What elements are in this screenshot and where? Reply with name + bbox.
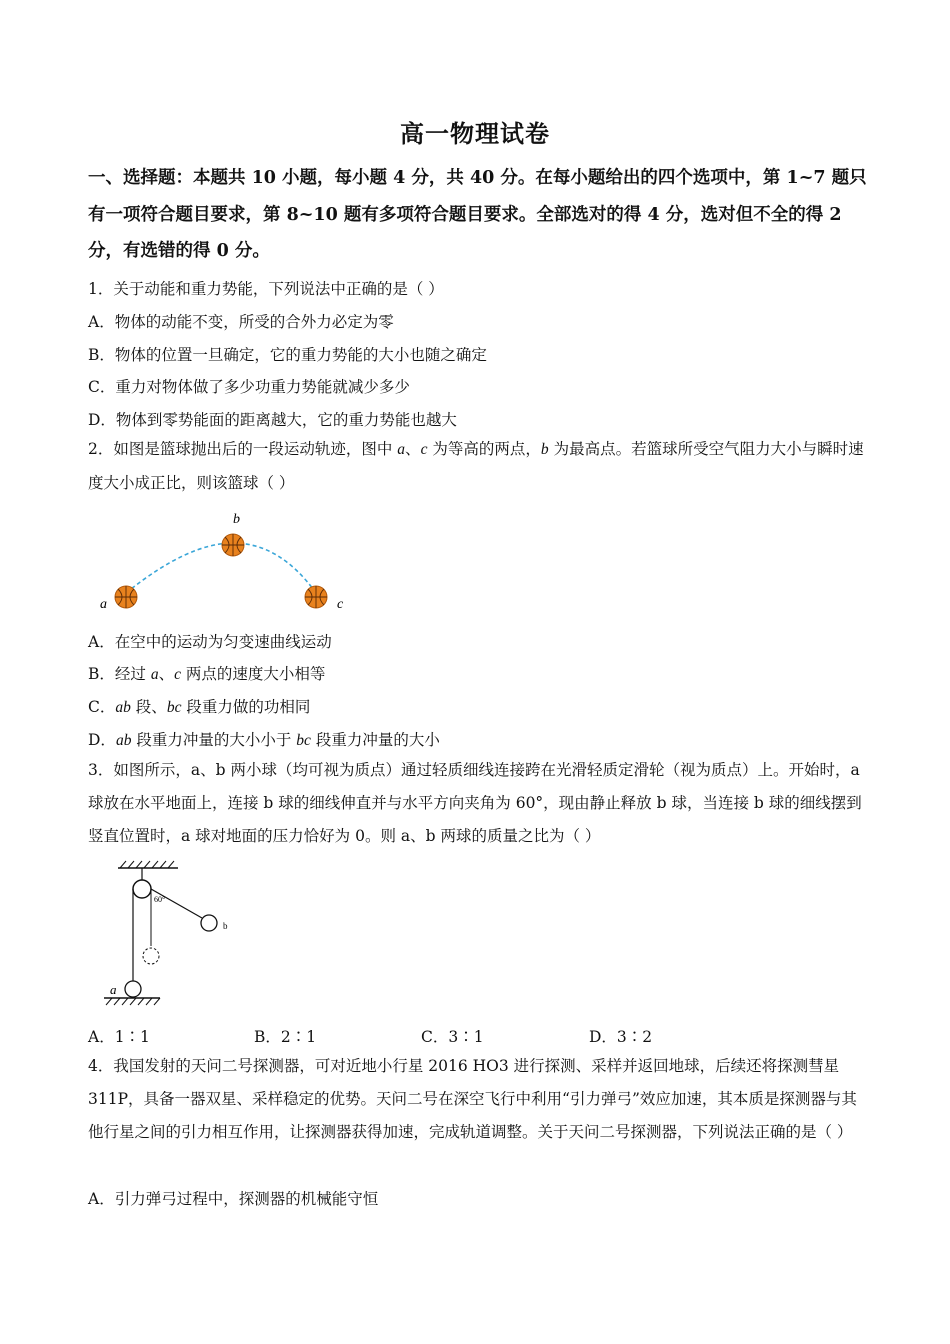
q3-stem: 3．如图所示，a、b 两小球（均可视为质点）通过轻质细线连接跨在光滑轻质定滑轮（视为质点）上。开始时，a 球放在水平地面上，连接 b 球的细线伸直并与水平方向夹角为 60°，现由静止释放 b 球，当连接 b 球的细线摆到竖直位置时，a 球对地面的压力恰好为 0。则 a、b 两球的质量之比为（ ）	[88, 761, 862, 845]
q2-basketball-figure	[88, 505, 368, 620]
q4-option-a: A．引力弹弓过程中，探测器的机械能守恒	[88, 1190, 379, 1208]
exam-title: 高一物理试卷	[400, 119, 550, 148]
angle-label: 60°	[154, 895, 166, 904]
section-1-header: 一、选择题：本题共 10 小题，每小题 4 分，共 40 分。在每小题给出的四个选项中，第 1~7 题只有一项符合题目要求，第 8~10 题有多项符合题目要求。全部选对的得 4 分，选对但不全的得 2 分，有选错的得 0 分。	[88, 168, 867, 261]
q3-option-a: A．1∶1	[88, 1028, 150, 1046]
label-c: c	[337, 597, 344, 612]
basketball-icon	[222, 534, 244, 556]
q2-option-b: B．经过 a、c 两点的速度大小相等	[88, 665, 326, 683]
q2-var-a: a	[397, 441, 406, 458]
q3-pulley-figure	[98, 858, 248, 1013]
q2-option-d: D．ab 段重力冲量的大小小于 bc 段重力冲量的大小	[88, 731, 440, 749]
ball-a	[125, 981, 141, 997]
label-b: b	[233, 512, 240, 527]
q4-stem: 4．我国发射的天问二号探测器，可对近地小行星 2016 HO3 进行探测、采样并返回地球，后续还将探测彗星 311P，具备一器双星、采样稳定的优势。天问二号在深空飞行中利用“引力弹弓”效应加速，其本质是探测器与其他行星之间的引力相互作用，让探测器获得加速，完成轨道调整。关于天问二号探测器，下列说法正确的是（ ）	[88, 1057, 857, 1141]
q1-option-c: C．重力对物体做了多少功重力势能就减少多少	[88, 378, 410, 396]
label-b: b	[223, 921, 228, 931]
q2-option-a: A．在空中的运动为匀变速曲线运动	[88, 633, 332, 651]
q2-stem: 2．如图是篮球抛出后的一段运动轨迹，图中 a、c 为等高的两点，b 为最高点。若篮球所受空气阻力大小与瞬时速度大小成正比，则该篮球（ ）	[88, 440, 864, 492]
label-a: a	[110, 982, 117, 997]
q1-option-a: A．物体的动能不变，所受的合外力必定为零	[88, 313, 394, 331]
q1-option-b: B．物体的位置一旦确定，它的重力势能的大小也随之确定	[88, 346, 487, 364]
q3-option-d: D．3∶2	[589, 1028, 653, 1046]
ball-b	[201, 915, 217, 931]
q1-option-d: D．物体到零势能面的距离越大，它的重力势能也越大	[88, 411, 457, 429]
pulley	[133, 880, 151, 898]
basketball-icon	[115, 586, 137, 608]
q2-option-c: C．ab 段、bc 段重力做的功相同	[88, 698, 311, 716]
q2-var-c: c	[420, 441, 428, 458]
q2-var-b: b	[540, 441, 549, 458]
basketball-icon	[305, 586, 327, 608]
label-a: a	[100, 597, 107, 612]
ball-b-dashed	[143, 948, 159, 964]
q3-option-c: C．3∶1	[421, 1028, 484, 1046]
q3-option-b: B．2∶1	[254, 1028, 317, 1046]
trajectory-curve	[126, 543, 316, 593]
q1-stem: 1．关于动能和重力势能，下列说法中正确的是（ ）	[88, 280, 444, 298]
